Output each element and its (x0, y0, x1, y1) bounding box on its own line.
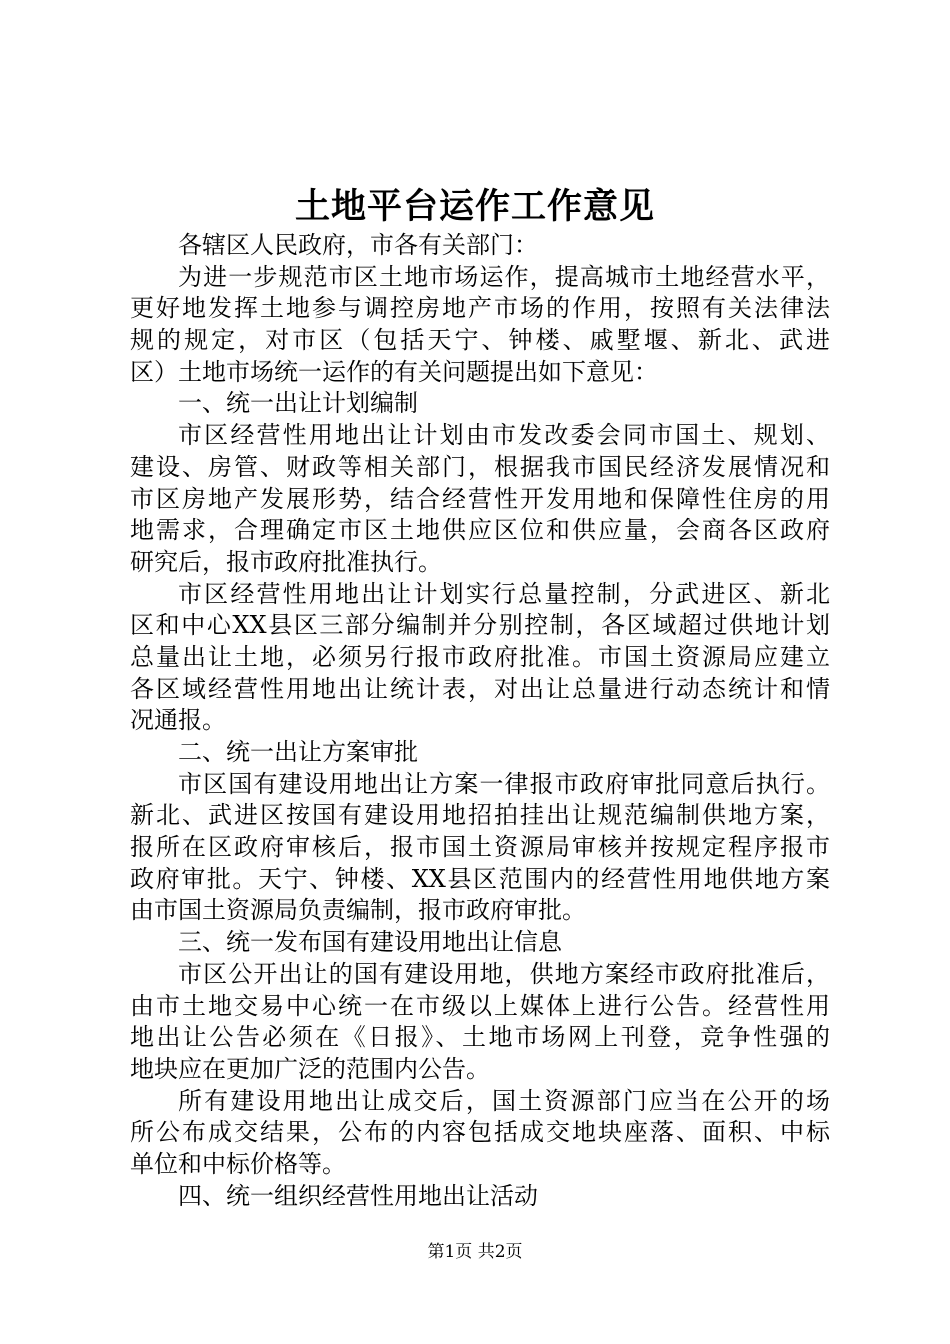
text-line: 研究后，报市政府批准执行。 (130, 547, 442, 576)
text-line: 地块应在更加广泛的范围内公告。 (130, 1054, 490, 1083)
text-line: 所公布成交结果，公布的内容包括成交地块座落、面积、中标 (130, 1118, 830, 1147)
text-line: 区）土地市场统一运作的有关问题提出如下意见： (130, 357, 658, 386)
document-title: 土地平台运作工作意见 (294, 186, 655, 227)
text-line: 况通报。 (130, 706, 226, 735)
text-line: 为进一步规范市区土地市场运作，提高城市土地经营水平， (178, 262, 830, 291)
text-line: 市区公开出让的国有建设用地，供地方案经市政府批准后， (178, 959, 830, 988)
text-line: 更好地发挥土地参与调控房地产市场的作用，按照有关法律法 (130, 294, 830, 323)
text-line: 地需求，合理确定市区土地供应区位和供应量，会商各区政府 (130, 516, 830, 545)
text-line: 总量出让土地，必须另行报市政府批准。市国土资源局应建立 (130, 642, 830, 671)
text-line: 二、统一出让方案审批 (178, 738, 418, 766)
page-footer: 第1页 共2页 (427, 1242, 523, 1262)
text-line: 由市土地交易中心统一在市级以上媒体上进行公告。经营性用 (130, 991, 830, 1020)
text-line: 市区经营性用地出让计划由市发改委会同市国土、规划、 (178, 421, 830, 450)
text-line: 各辖区人民政府，市各有关部门： (178, 231, 538, 259)
text-line: 所有建设用地出让成交后，国土资源部门应当在公开的场 (178, 1086, 830, 1115)
text-line: 一、统一出让计划编制 (178, 389, 418, 418)
text-line: 政府审批。天宁、钟楼、XX县区范围内的经营性用地供地方案 (130, 864, 830, 893)
text-line: 三、统一发布国有建设用地出让信息 (178, 928, 562, 957)
text-line: 区和中心XX县区三部分编制并分别控制，各区域超过供地计划 (130, 611, 830, 640)
text-line: 报所在区政府审核后，报市国土资源局审核并按规定程序报市 (130, 833, 830, 862)
text-line: 由市国土资源局负责编制，报市政府审批。 (130, 896, 586, 925)
text-line: 单位和中标价格等。 (130, 1149, 346, 1178)
document-body (130, 230, 830, 1212)
text-line: 市区经营性用地出让计划实行总量控制，分武进区、新北 (178, 579, 830, 608)
text-line: 市区房地产发展形势，结合经营性开发用地和保障性住房的用 (130, 484, 830, 513)
text-line: 地出让公告必须在《日报》、土地市场网上刊登，竞争性强的 (130, 1023, 830, 1052)
text-line: 市区国有建设用地出让方案一律报市政府审批同意后执行。 (178, 769, 830, 798)
text-line: 规的规定，对市区（包括天宁、钟楼、戚墅堰、新北、武进 (130, 326, 830, 355)
text-line: 四、统一组织经营性用地出让活动 (178, 1181, 538, 1210)
text-line: 建设、房管、财政等相关部门，根据我市国民经济发展情况和 (130, 452, 830, 481)
text-line: 新北、武进区按国有建设用地招拍挂出让规范编制供地方案， (130, 801, 830, 830)
text-line: 各区域经营性用地出让统计表，对出让总量进行动态统计和情 (130, 674, 830, 703)
